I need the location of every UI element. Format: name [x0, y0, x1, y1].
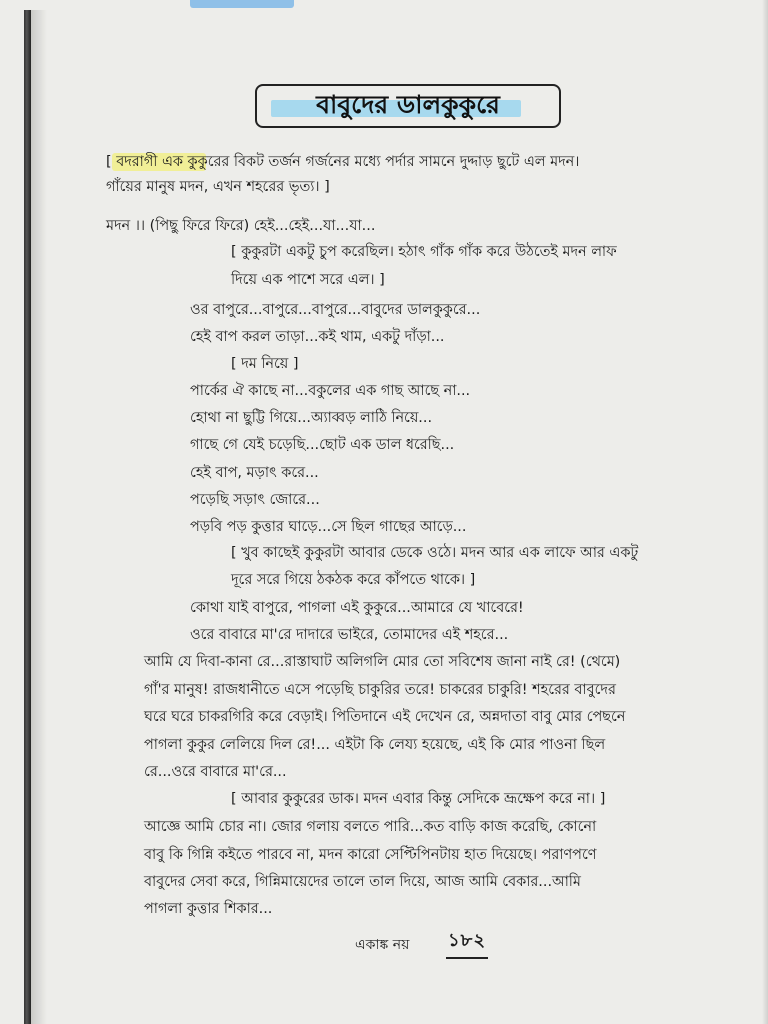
page-edge — [762, 0, 768, 1024]
stage-direction-line: [ আবার কুকুরের ডাক। মদন এবার কিন্তু সেদিকে ভ্রূক্ষেপ করে না। ] — [231, 791, 606, 807]
prose-line: ঘরে ঘরে চাকরগিরি করে বেড়াই। পিতিদানে এই দেখেন রে, অন্নদাতা বাবু মোর পেছনে — [144, 709, 626, 725]
verse-line: পড়েছি সড়াৎ জোরে... — [190, 492, 320, 508]
stage-direction-line: [ বদরাগী এক কুকুরের বিকট তর্জন গর্জনের মধ্যে পর্দার সামনে দুদ্দাড় ছুটে এল মদন। — [106, 154, 580, 170]
prose-line: আজ্ঞে আমি চোর না। জোর গলায় বলতে পারি...কত বাড়ি কাজ করেছি, কোনো — [144, 819, 597, 835]
verse-line: কোথা যাই বাপুরে, পাগলা এই কুকুরে...আমারে যে খাবেরে! — [190, 600, 524, 616]
stage-direction-line: দূরে সরে গিয়ে ঠকঠক করে কাঁপতে থাকে। ] — [231, 572, 476, 588]
book-spine — [24, 10, 31, 1024]
verse-line: হেই বাপ করল তাড়া...কই থাম, একটু দাঁড়া... — [190, 329, 445, 345]
verse-line: হেই বাপ, মড়াৎ করে... — [190, 465, 319, 481]
verse-line: ওরে বাবারে মা'রে দাদারে ভাইরে, তোমাদের এই শহরে... — [190, 627, 509, 643]
speaker-line: মদন ।। (পিছু ফিরে ফিরে) হেই...হেই...যা...যা... — [106, 218, 376, 234]
stage-direction-line: [ কুকুরটা একটু চুপ করেছিল। হঠাৎ গাঁক গাঁক করে উঠতেই মদন লাফ — [231, 244, 617, 260]
verse-line: হোথা না ছুট্টি গিয়ে...অ্যাব্বড় লাঠি নিয়ে... — [190, 410, 433, 426]
prose-line: পাগলা কুত্তার শিকার... — [144, 901, 273, 917]
stage-direction-line: দিয়ে এক পাশে সরে এল। ] — [231, 272, 385, 288]
verse-line: পার্কের ঐ কাছে না...বকুলের এক গাছ আছে না... — [190, 383, 471, 399]
prose-line: বাবু কি গিন্নি কইতে পারবে না, মদন কারো সেপ্টিপিনটায় হাত দিয়েছে। পরাণপণে — [144, 847, 597, 863]
stage-direction-line: [ খুব কাছেই কুকুরটা আবার ডেকে ওঠে। মদন আর এক লাফে আর একটু — [231, 545, 639, 561]
page-number: ১৮২ — [446, 926, 488, 959]
verse-line: গাছে গে যেই চড়েছি...ছোট এক ডাল ধরেছি... — [190, 437, 455, 453]
highlighter-mark — [190, 0, 294, 8]
verse-line: ওর বাপুরে...বাপুরে...বাপুরে...বাবুদের ডালকুকুরে... — [190, 302, 481, 318]
prose-line: আমি যে দিবা-কানা রে...রাস্তাঘাট অলিগলি মোর তো সবিশেষ জানা নাই রে! (থেমে) — [144, 654, 621, 670]
verse-line: পড়বি পড় কুত্তার ঘাড়ে...সে ছিল গাছের আড়ে... — [190, 519, 467, 535]
spine-shadow — [31, 10, 47, 1024]
stage-direction-line: গাঁয়ের মানুষ মদন, এখন শহরের ভৃত্য। ] — [106, 179, 330, 195]
prose-line: বাবুদের সেবা করে, গিন্নিমায়েদের তালে তাল দিয়ে, আজ আমি বেকার...আমি — [144, 874, 581, 890]
page-title: বাবুদের ডালকুকুরে — [255, 84, 561, 128]
footer-book-title: একাঙ্ক নয় — [355, 937, 410, 953]
prose-line: গাঁ'র মানুষ! রাজধানীতে এসে পড়েছি চাকুরির তরে! চাকরের চাকুরি! শহরের বাবুদের — [144, 682, 616, 698]
prose-line: রে...ওরে বাবারে মা'রে... — [144, 764, 287, 780]
prose-line: পাগলা কুকুর লেলিয়ে দিল রে!... এইটা কি লেয্য হয়েছে, এই কি মোর পাওনা ছিল — [144, 737, 606, 753]
stage-direction-line: [ দম নিয়ে ] — [231, 356, 299, 372]
